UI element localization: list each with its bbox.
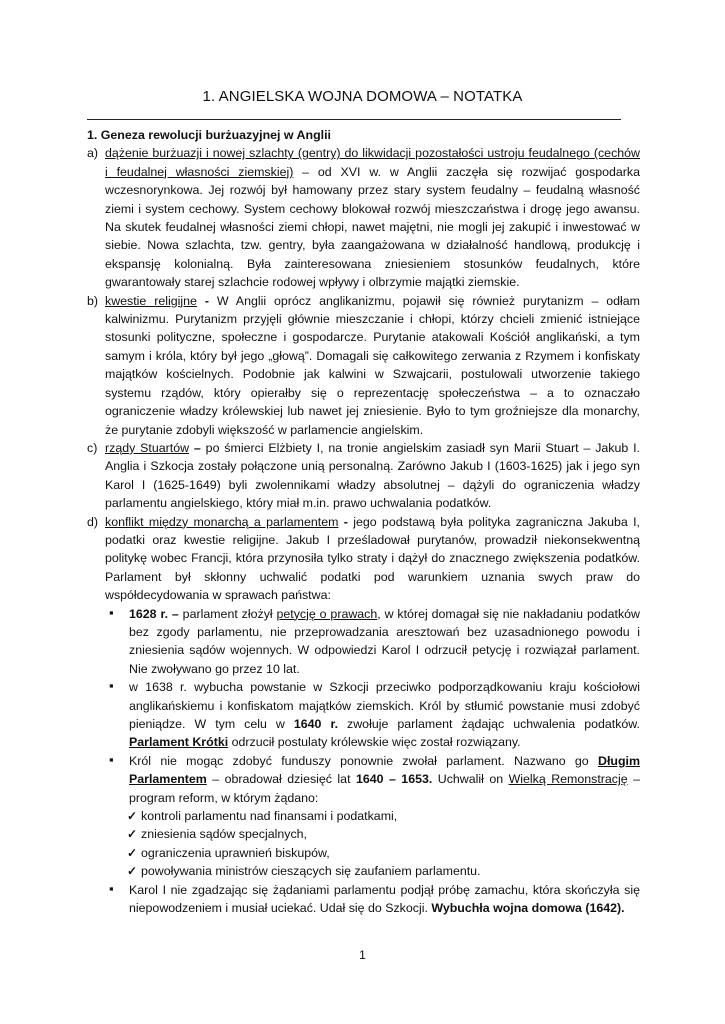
bullet1-date: 1628 r. –: [129, 606, 179, 621]
check-item: ✓ ograniczenia uprawnień biskupów,: [141, 844, 640, 862]
bullet3-text-4: – program reform, w którym żądano:: [129, 772, 640, 805]
section-d-label: d): [87, 514, 99, 529]
section-b-text: W Anglii oprócz anglikanizmu, pojawił się również purytanizm – odłam kalwinizmu. Purytanizm przyjęli głównie mieszczanie i chłopi, którzy chcieli zmienić istniejące stosunki polityczne, społeczne i gospodarcze. Purytanie atakowali Kościół anglikański, a tym samym i króla, który był jego „głową”. Domagali się całkowitego zerwania z Rzymem i konfiskaty majątków kościelnych. Podobnie jak kalwini w Szwajcarii, postulowali utworzenie takiego systemu rządów, który opierałby się o reprezentację społeczeństwa – a to oznaczało ograniczenie władzy królewskiej lub nawet jej zniesienie. Było to tym groźniejsze dla monarchy, że purytanie zdobyli większość w parlamencie angielskim.: [105, 293, 640, 437]
section-c-label: c): [87, 440, 98, 455]
section-a: [87, 144, 640, 291]
bullet2-text-1: w 1638 r. wybucha powstanie w Szkocji przeciwko podporządkowaniu kraju kościołowi anglikańskiemu i konfiskatom majątków ziemskich. Król by stłumić powstanie musi zdobyć pieniądze. W tym celu w: [129, 680, 640, 731]
section-b-topic: kwestie religijne: [105, 293, 197, 308]
bullet-list: [87, 605, 640, 918]
bullet-item-civil-war: [129, 881, 640, 918]
section-b-label: b): [87, 293, 99, 308]
bullet4-text-1: Karol I nie zgadzając się żądaniami parlamentu podjął próbę zamachu, która skończyła się niepowodzeniem i musiał uciekać. Udał się do Szkocji.: [129, 882, 640, 916]
bullet1-petition: petycję o prawach: [276, 606, 378, 621]
title-underline: [87, 119, 621, 120]
bullet3-long-parliament: Długim Parlamentem: [129, 753, 640, 787]
section-c-dash: –: [189, 440, 206, 455]
section-b: [87, 292, 640, 439]
section-c: [87, 439, 640, 513]
section-b-dash: -: [196, 293, 217, 308]
demands-checklist: [129, 807, 640, 881]
section-heading: 1. Geneza rewolucji burżuazyjnej w Anglii: [87, 128, 331, 142]
section-c-topic: rządy Stuartów: [105, 440, 190, 455]
section-d-text: jego podstawą była polityka zagraniczna Jakuba I, podatki oraz kwestie religijne. Jakub I prześladował purytanów, prowadził niekonsekwentną politykę wobec Francji, która przynosiła tylko straty i dążył do znacznego zwiększenia podatków. Parlament był skłonny uchwalić podatki pod warunkiem uznania swych praw do współdecydowania w sprawach państwa:: [105, 514, 640, 603]
bullet3-text-3: Uchwalił on: [432, 772, 509, 787]
bullet2-short-parliament: Parlament Krótki: [129, 735, 229, 750]
bullet2-text-3: odrzucił postulaty królewskie więc został rozwiązany.: [228, 735, 521, 750]
bullet1-text-2: , w której domagał się nie nakładaniu podatków bez zgody parlamentu, nie przeprowadzania aresztowań bez uzasadnionego powodu i zniesienia sądów wojennych. W odpowiedzi Karol I odrzucił petycję i rozwiązał parlament. Nie zwoływano go przez 10 lat.: [129, 606, 640, 676]
bullet3-text-2: – obradował dziesięć lat: [206, 772, 356, 787]
document-body: [87, 126, 640, 917]
bullet1-text-1: parlament złożył: [178, 606, 277, 621]
bullet3-remonstrance: Wielką Remonstrację: [508, 772, 628, 787]
bullet-item-long-parliament: [129, 752, 640, 881]
section-d-dash: -: [338, 514, 354, 529]
bullet3-dates: 1640 – 1653.: [355, 772, 433, 787]
section-a-label: a): [87, 146, 99, 161]
section-a-topic: dążenie burżuazji i nowej szlachty (gentry) do likwidacji pozostałości ustroju feudalnego (cechów i feudalnej własności ziemskiej): [105, 146, 640, 179]
section-d: [87, 513, 640, 605]
bullet4-civil-war: Wybuchła wojna domowa (1642).: [431, 901, 625, 916]
page-title: 1. ANGIELSKA WOJNA DOMOWA – NOTATKA: [202, 88, 523, 105]
section-a-text: – od XVI w. w Anglii zaczęła się rozwijać gospodarka wczesnorynkowa. Jej rozwój był hamowany przez stary system feudalny – feudalną własność ziemi i system cechowy. System cechowy blokował rozwój mieszczaństwa i drogę jego awansu. Na skutek feudalnej własności ziemi chłopi, nawet majętni, nie mogli jej zakupić i inwestować w siebie. Nowa szlachta, tzw. gentry, była zaangażowana w działalność handlową, produkcję i ekspansję kolonialną. Była zainteresowana zniesieniem stosunków feudalnych, które gwarantowały starej szlachcie rodowej wpływy i olbrzymie majątki ziemskie.: [105, 164, 640, 290]
check-item: ✓ kontroli parlamentu nad finansami i podatkami,: [141, 807, 640, 825]
bullet-item-1628: [129, 605, 640, 679]
section-c-text: po śmierci Elżbiety I, na tronie angielskim zasiadł syn Marii Stuart – Jakub I. Anglia i Szkocja zostały połączone unią personalną. Zarówno Jakub I (1603-1625) jak i jego syn Karol I (1625-1649) byli zwolennikami władzy absolutnej – dążyli do ograniczenia władzy parlamentu angielskiego, który miał m.in. prawo uchwalania podatków.: [105, 440, 641, 511]
bullet3-text-1: Król nie mogąc zdobyć funduszy ponownie zwołał parlament. Nazwano go: [129, 753, 598, 768]
bullet2-date: 1640 r.: [293, 717, 339, 731]
bullet-item-1638: [129, 678, 640, 752]
check-item: ✓ powoływania ministrów cieszących się zaufaniem parlamentu.: [141, 862, 640, 880]
page-number: 1: [359, 948, 366, 962]
bullet2-text-2: zwołuje parlament żądając uchwalenia podatków.: [338, 717, 640, 731]
section-d-topic: konflikt między monarchą a parlamentem: [105, 514, 339, 529]
check-item: ✓ zniesienia sądów specjalnych,: [141, 825, 640, 843]
